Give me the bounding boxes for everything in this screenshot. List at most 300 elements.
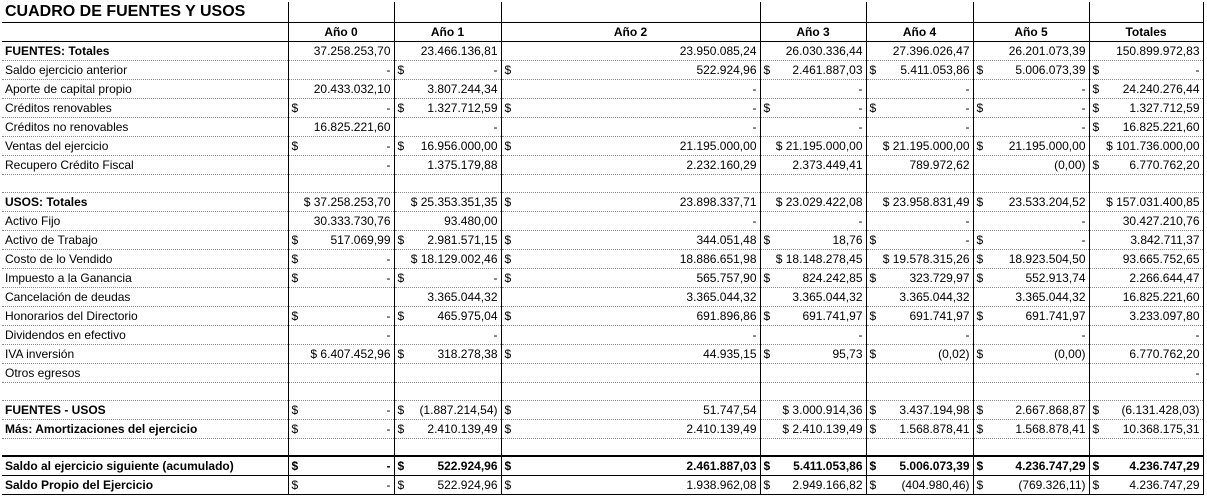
value-cell-ano-3[interactable] (760, 41, 866, 60)
value-cell-ano-1[interactable] (394, 136, 501, 155)
value-wrap (1093, 231, 1200, 249)
value-wrap (1093, 345, 1200, 363)
value-wrap (292, 457, 391, 475)
value-cell-ano-3[interactable] (760, 98, 866, 117)
value-cell-ano-0[interactable] (288, 476, 394, 495)
row-label-cell[interactable]: Honorarios del Directorio (2, 306, 288, 325)
value-cell-totales[interactable] (1089, 79, 1203, 98)
row-label-cell[interactable]: Más: Amortizaciones del ejercicio (2, 419, 288, 438)
header-cell-ano-1[interactable]: Año 1 (394, 22, 501, 41)
value-cell-ano-4[interactable] (866, 211, 973, 230)
row-label-cell[interactable]: Recupero Crédito Fiscal (2, 155, 288, 174)
value-cell-ano-5[interactable] (973, 287, 1089, 306)
value-cell-ano-1[interactable] (394, 438, 501, 456)
value-cell-ano-2[interactable] (501, 249, 760, 268)
value-cell-ano-5[interactable] (973, 136, 1089, 155)
value-wrap (1093, 326, 1200, 344)
value-cell-ano-2[interactable] (501, 230, 760, 249)
currency-symbol: $ (291, 421, 299, 436)
value-cell-ano-2[interactable] (501, 476, 760, 495)
value-cell-ano-1[interactable] (394, 211, 501, 230)
value-cell-ano-4[interactable] (866, 456, 973, 476)
amount: - (965, 213, 970, 228)
value-cell-ano-0[interactable] (288, 79, 394, 98)
value-cell-ano-2[interactable] (501, 60, 760, 79)
value-cell-ano-1[interactable] (394, 287, 501, 306)
value-cell-ano-2[interactable] (501, 41, 760, 60)
value-cell-ano-3[interactable] (760, 456, 866, 476)
value-wrap (870, 476, 970, 494)
value-cell-ano-0[interactable] (288, 344, 394, 363)
value-cell-ano-5[interactable] (973, 211, 1089, 230)
value-cell-ano-2[interactable] (501, 400, 760, 419)
currency-symbol: $ (763, 270, 771, 285)
value-cell-totales[interactable] (1089, 98, 1203, 117)
value-cell-ano-2[interactable] (501, 438, 760, 456)
value-cell-totales[interactable] (1089, 174, 1203, 192)
value-wrap (870, 250, 970, 268)
value-cell-ano-0[interactable] (288, 174, 394, 192)
value-wrap (398, 457, 498, 475)
value-cell-ano-5[interactable] (973, 249, 1089, 268)
currency-symbol: $ (291, 308, 299, 323)
value-cell-ano-1[interactable] (394, 60, 501, 79)
value-cell-ano-3[interactable] (760, 400, 866, 419)
value-cell-ano-5[interactable] (973, 456, 1089, 476)
value-cell-ano-3[interactable] (760, 211, 866, 230)
amount: - (493, 327, 498, 342)
value-cell-ano-4[interactable] (866, 174, 973, 192)
value-wrap (505, 118, 757, 136)
value-cell-ano-0[interactable] (288, 211, 394, 230)
value-cell-ano-4[interactable] (866, 287, 973, 306)
value-cell-totales[interactable] (1089, 306, 1203, 325)
row-label-cell[interactable]: Saldo Propio del Ejercicio (2, 476, 288, 495)
value-cell-ano-5[interactable] (973, 155, 1089, 174)
amount: 16.825.221,60 (1122, 289, 1200, 304)
amount: - (858, 81, 863, 96)
value-cell-ano-5[interactable] (973, 438, 1089, 456)
value-wrap (870, 401, 970, 419)
value-cell-ano-1[interactable] (394, 382, 501, 400)
currency-symbol: $ (976, 421, 984, 436)
value-wrap (292, 80, 391, 98)
value-cell-ano-3[interactable] (760, 155, 866, 174)
row-label-cell[interactable]: Créditos renovables (2, 98, 288, 117)
value-wrap (870, 80, 970, 98)
amount: - (858, 213, 863, 228)
value-cell-ano-5[interactable] (973, 268, 1089, 287)
row-label-cell[interactable] (2, 174, 288, 192)
amount: 23.466.136,81 (420, 43, 498, 58)
currency-symbol: $ (504, 194, 512, 209)
value-cell-ano-3[interactable] (760, 136, 866, 155)
currency-symbol: $ (291, 478, 299, 492)
amount: - (386, 157, 391, 172)
currency-symbol: $ (291, 459, 299, 473)
value-cell-ano-5[interactable] (973, 192, 1089, 211)
value-cell-ano-0[interactable] (288, 363, 394, 382)
value-wrap (870, 156, 970, 174)
value-cell-totales[interactable] (1089, 438, 1203, 456)
value-cell-totales[interactable] (1089, 476, 1203, 495)
amount: - (1195, 327, 1200, 342)
value-cell-ano-3[interactable] (760, 117, 866, 136)
value-cell-ano-5[interactable] (973, 79, 1089, 98)
value-cell-totales[interactable] (1089, 155, 1203, 174)
value-cell-ano-1[interactable] (394, 98, 501, 117)
value-cell-ano-3[interactable] (760, 438, 866, 456)
value-wrap (1093, 476, 1200, 494)
currency-symbol: $ (869, 421, 877, 436)
value-cell-ano-5[interactable] (973, 400, 1089, 419)
amount: 20.433.032,10 (313, 81, 391, 96)
value-cell-ano-2[interactable] (501, 136, 760, 155)
amount: 565.757,90 (696, 270, 757, 285)
amount: (0,00) (1054, 157, 1086, 172)
value-cell-ano-3[interactable] (760, 192, 866, 211)
value-wrap (764, 61, 863, 79)
amount: 23.898.337,71 (679, 194, 757, 209)
value-cell-ano-4[interactable] (866, 98, 973, 117)
value-cell-ano-1[interactable] (394, 344, 501, 363)
table-row (2, 344, 1203, 363)
value-cell-totales[interactable] (1089, 325, 1203, 344)
value-cell-totales[interactable] (1089, 117, 1203, 136)
table-row (2, 306, 1203, 325)
currency-symbol: $ (1092, 119, 1100, 134)
value-cell-ano-0[interactable] (288, 60, 394, 79)
row-label-cell[interactable]: FUENTES - USOS (2, 400, 288, 419)
value-wrap (764, 231, 863, 249)
value-cell-ano-1[interactable] (394, 174, 501, 192)
row-label-cell[interactable] (2, 382, 288, 400)
value-cell-ano-4[interactable] (866, 249, 973, 268)
value-cell-ano-2[interactable] (501, 287, 760, 306)
value-cell-ano-1[interactable] (394, 363, 501, 382)
value-cell-ano-3[interactable] (760, 382, 866, 400)
header-cell-ano-0[interactable]: Año 0 (288, 22, 394, 41)
value-cell-ano-3[interactable] (760, 268, 866, 287)
value-cell-ano-3[interactable] (760, 476, 866, 495)
value-cell-ano-4[interactable] (866, 400, 973, 419)
value-cell-ano-2[interactable] (501, 155, 760, 174)
value-wrap (505, 420, 757, 438)
row-label-cell[interactable]: Activo Fijo (2, 211, 288, 230)
value-cell-ano-1[interactable] (394, 400, 501, 419)
value-wrap (764, 401, 863, 419)
value-cell-ano-3[interactable] (760, 325, 866, 344)
value-cell-ano-2[interactable] (501, 363, 760, 382)
value-cell-ano-0[interactable] (288, 155, 394, 174)
currency-symbol: $ (976, 459, 984, 473)
value-wrap (764, 193, 863, 211)
row-label-cell[interactable]: Impuesto a la Ganancia (2, 268, 288, 287)
value-cell-ano-5[interactable] (973, 419, 1089, 438)
value-cell-totales[interactable] (1089, 268, 1203, 287)
value-cell-ano-2[interactable] (501, 419, 760, 438)
value-cell-ano-0[interactable] (288, 325, 394, 344)
value-cell-ano-3[interactable] (760, 419, 866, 438)
value-cell-ano-3[interactable] (760, 363, 866, 382)
amount: 517.069,99 (330, 232, 391, 247)
value-cell-ano-4[interactable] (866, 344, 973, 363)
value-cell-ano-0[interactable] (288, 249, 394, 268)
amount: 18.923.504,50 (1008, 251, 1086, 266)
value-cell-ano-4[interactable] (866, 60, 973, 79)
value-cell-ano-4[interactable] (866, 230, 973, 249)
amount: - (1195, 62, 1200, 77)
value-cell-ano-1[interactable] (394, 249, 501, 268)
value-cell-ano-5[interactable] (973, 382, 1089, 400)
value-cell-ano-4[interactable] (866, 79, 973, 98)
value-cell-ano-0[interactable] (288, 41, 394, 60)
currency-symbol: $ (976, 251, 984, 266)
value-cell-totales[interactable] (1089, 41, 1203, 60)
value-cell-ano-5[interactable] (973, 344, 1089, 363)
value-cell-ano-4[interactable] (866, 363, 973, 382)
value-wrap (870, 345, 970, 363)
value-wrap (292, 250, 391, 268)
value-cell-ano-1[interactable] (394, 41, 501, 60)
currency-symbol: $ (869, 346, 877, 361)
value-cell-ano-1[interactable] (394, 419, 501, 438)
amount: 5.411.053,86 (900, 62, 970, 77)
value-cell-ano-2[interactable] (501, 117, 760, 136)
currency-symbol: $ (976, 308, 984, 323)
row-label-cell[interactable] (2, 438, 288, 456)
value-cell-ano-0[interactable] (288, 268, 394, 287)
value-cell-totales[interactable] (1089, 456, 1203, 476)
value-cell-ano-4[interactable] (866, 268, 973, 287)
amount: - (1195, 365, 1200, 380)
value-cell-ano-5[interactable] (973, 476, 1089, 495)
value-cell-totales[interactable] (1089, 211, 1203, 230)
header-cell-ano-5[interactable]: Año 5 (973, 22, 1089, 41)
value-cell-totales[interactable] (1089, 363, 1203, 382)
header-cell-totales[interactable]: Totales (1089, 22, 1203, 41)
row-label-cell[interactable]: Créditos no renovables (2, 117, 288, 136)
amount: 1.327.712,59 (1129, 100, 1200, 115)
value-cell-ano-5[interactable] (973, 306, 1089, 325)
value-cell-ano-4[interactable] (866, 438, 973, 456)
title-empty-cell[interactable] (760, 2, 866, 22)
value-cell-ano-0[interactable] (288, 98, 394, 117)
value-wrap (870, 288, 970, 306)
currency-symbol: $ (763, 308, 771, 323)
amount: $ 21.195.000,00 (775, 138, 863, 153)
amount: 18.886.651,98 (679, 251, 757, 266)
value-cell-ano-3[interactable] (760, 344, 866, 363)
amount: - (1081, 119, 1086, 134)
title-empty-cell[interactable] (973, 2, 1089, 22)
value-cell-ano-0[interactable] (288, 192, 394, 211)
value-cell-ano-1[interactable] (394, 230, 501, 249)
value-cell-ano-3[interactable] (760, 287, 866, 306)
amount: 18,76 (832, 232, 863, 247)
value-cell-ano-2[interactable] (501, 268, 760, 287)
value-cell-ano-0[interactable] (288, 287, 394, 306)
value-cell-ano-5[interactable] (973, 230, 1089, 249)
currency-symbol: $ (397, 478, 405, 492)
value-cell-ano-3[interactable] (760, 60, 866, 79)
value-cell-ano-4[interactable] (866, 192, 973, 211)
row-label-cell[interactable]: Otros egresos (2, 363, 288, 382)
value-cell-totales[interactable] (1089, 344, 1203, 363)
currency-symbol: $ (976, 138, 984, 153)
amount: - (493, 119, 498, 134)
value-cell-ano-5[interactable] (973, 363, 1089, 382)
row-label-cell[interactable]: Aporte de capital propio (2, 79, 288, 98)
value-cell-ano-4[interactable] (866, 136, 973, 155)
currency-symbol: $ (976, 62, 984, 77)
value-cell-totales[interactable] (1089, 60, 1203, 79)
value-cell-ano-0[interactable] (288, 136, 394, 155)
row-label-cell[interactable]: IVA inversión (2, 344, 288, 363)
value-cell-ano-0[interactable] (288, 456, 394, 476)
value-cell-ano-3[interactable] (760, 249, 866, 268)
value-cell-ano-1[interactable] (394, 268, 501, 287)
value-cell-ano-0[interactable] (288, 400, 394, 419)
amount: - (386, 251, 391, 266)
value-cell-ano-5[interactable] (973, 174, 1089, 192)
table-row (2, 287, 1203, 306)
value-cell-ano-2[interactable] (501, 79, 760, 98)
currency-symbol: $ (291, 251, 299, 266)
amount: $ 2.410.139,49 (782, 421, 863, 436)
value-cell-ano-3[interactable] (760, 306, 866, 325)
row-label-cell[interactable]: Activo de Trabajo (2, 230, 288, 249)
value-cell-totales[interactable] (1089, 419, 1203, 438)
value-cell-ano-2[interactable] (501, 98, 760, 117)
value-cell-ano-4[interactable] (866, 325, 973, 344)
row-label-cell[interactable]: Ventas del ejercicio (2, 136, 288, 155)
row-label-cell[interactable]: FUENTES: Totales (2, 41, 288, 60)
value-cell-ano-2[interactable] (501, 325, 760, 344)
value-wrap (292, 476, 391, 494)
value-cell-ano-2[interactable] (501, 456, 760, 476)
value-wrap (977, 345, 1086, 363)
value-cell-ano-5[interactable] (973, 325, 1089, 344)
currency-symbol: $ (1092, 459, 1100, 473)
value-cell-ano-1[interactable] (394, 456, 501, 476)
value-cell-ano-0[interactable] (288, 419, 394, 438)
header-cell-ano-2[interactable]: Año 2 (501, 22, 760, 41)
currency-symbol: $ (869, 308, 877, 323)
header-cell-ano-4[interactable]: Año 4 (866, 22, 973, 41)
title-empty-cell[interactable] (866, 2, 973, 22)
value-cell-ano-4[interactable] (866, 41, 973, 60)
value-wrap (870, 137, 970, 155)
amount: 522.924,96 (437, 478, 498, 492)
value-cell-ano-2[interactable] (501, 211, 760, 230)
sheet-title-cell[interactable] (2, 2, 288, 22)
value-cell-ano-4[interactable] (866, 306, 973, 325)
value-cell-ano-5[interactable] (973, 41, 1089, 60)
value-cell-ano-4[interactable] (866, 476, 973, 495)
value-cell-totales[interactable] (1089, 287, 1203, 306)
value-cell-totales[interactable] (1089, 249, 1203, 268)
value-cell-ano-1[interactable] (394, 155, 501, 174)
value-wrap (292, 156, 391, 174)
amount: 16.825.221,60 (1122, 119, 1200, 134)
value-cell-ano-1[interactable] (394, 325, 501, 344)
value-cell-totales[interactable] (1089, 192, 1203, 211)
value-cell-ano-3[interactable] (760, 230, 866, 249)
value-cell-ano-5[interactable] (973, 60, 1089, 79)
amount: $ 18.129.002,46 (410, 251, 498, 266)
row-label-cell[interactable]: Saldo al ejercicio siguiente (acumulado) (2, 456, 288, 476)
value-cell-ano-3[interactable] (760, 79, 866, 98)
value-wrap (870, 99, 970, 117)
value-cell-ano-0[interactable] (288, 438, 394, 456)
amount: 26.030.336,44 (785, 43, 863, 58)
row-label-cell[interactable]: Cancelación de deudas (2, 287, 288, 306)
value-wrap (1093, 364, 1200, 382)
currency-symbol: $ (869, 232, 877, 247)
value-cell-totales[interactable] (1089, 382, 1203, 400)
currency-symbol: $ (397, 308, 405, 323)
value-cell-ano-0[interactable] (288, 230, 394, 249)
amount: (0,00) (1054, 346, 1086, 361)
value-wrap (398, 80, 498, 98)
value-cell-ano-4[interactable] (866, 155, 973, 174)
value-cell-ano-0[interactable] (288, 306, 394, 325)
value-cell-ano-2[interactable] (501, 174, 760, 192)
value-wrap (505, 231, 757, 249)
value-cell-ano-3[interactable] (760, 174, 866, 192)
header-cell-label[interactable] (2, 22, 288, 41)
value-wrap (398, 137, 498, 155)
value-cell-ano-1[interactable] (394, 192, 501, 211)
title-empty-cell[interactable] (394, 2, 501, 22)
value-cell-ano-5[interactable] (973, 98, 1089, 117)
value-cell-ano-2[interactable] (501, 192, 760, 211)
value-cell-ano-2[interactable] (501, 306, 760, 325)
row-label-cell[interactable]: Costo de lo Vendido (2, 249, 288, 268)
row-label-cell[interactable]: Dividendos en efectivo (2, 325, 288, 344)
amount: $ 157.031.400,85 (1106, 194, 1200, 209)
amount: - (493, 62, 498, 77)
currency-symbol: $ (291, 232, 299, 247)
row-label-cell[interactable]: USOS: Totales (2, 192, 288, 211)
value-cell-ano-1[interactable] (394, 79, 501, 98)
value-cell-ano-0[interactable] (288, 382, 394, 400)
value-cell-ano-1[interactable] (394, 117, 501, 136)
value-cell-ano-1[interactable] (394, 306, 501, 325)
value-cell-totales[interactable] (1089, 136, 1203, 155)
value-cell-ano-1[interactable] (394, 476, 501, 495)
title-empty-cell[interactable] (288, 2, 394, 22)
title-empty-cell[interactable] (1089, 2, 1203, 22)
value-cell-ano-2[interactable] (501, 382, 760, 400)
value-cell-totales[interactable] (1089, 230, 1203, 249)
title-empty-cell[interactable] (501, 2, 760, 22)
value-cell-totales[interactable] (1089, 400, 1203, 419)
value-cell-ano-4[interactable] (866, 117, 973, 136)
value-cell-ano-4[interactable] (866, 382, 973, 400)
value-wrap (292, 231, 391, 249)
row-label-cell[interactable]: Saldo ejercicio anterior (2, 60, 288, 79)
value-cell-ano-5[interactable] (973, 117, 1089, 136)
amount: 23.533.204,52 (1008, 194, 1086, 209)
value-cell-ano-0[interactable] (288, 117, 394, 136)
value-wrap (398, 326, 498, 344)
value-cell-ano-4[interactable] (866, 419, 973, 438)
header-cell-ano-3[interactable]: Año 3 (760, 22, 866, 41)
value-cell-ano-2[interactable] (501, 344, 760, 363)
value-wrap (977, 80, 1086, 98)
